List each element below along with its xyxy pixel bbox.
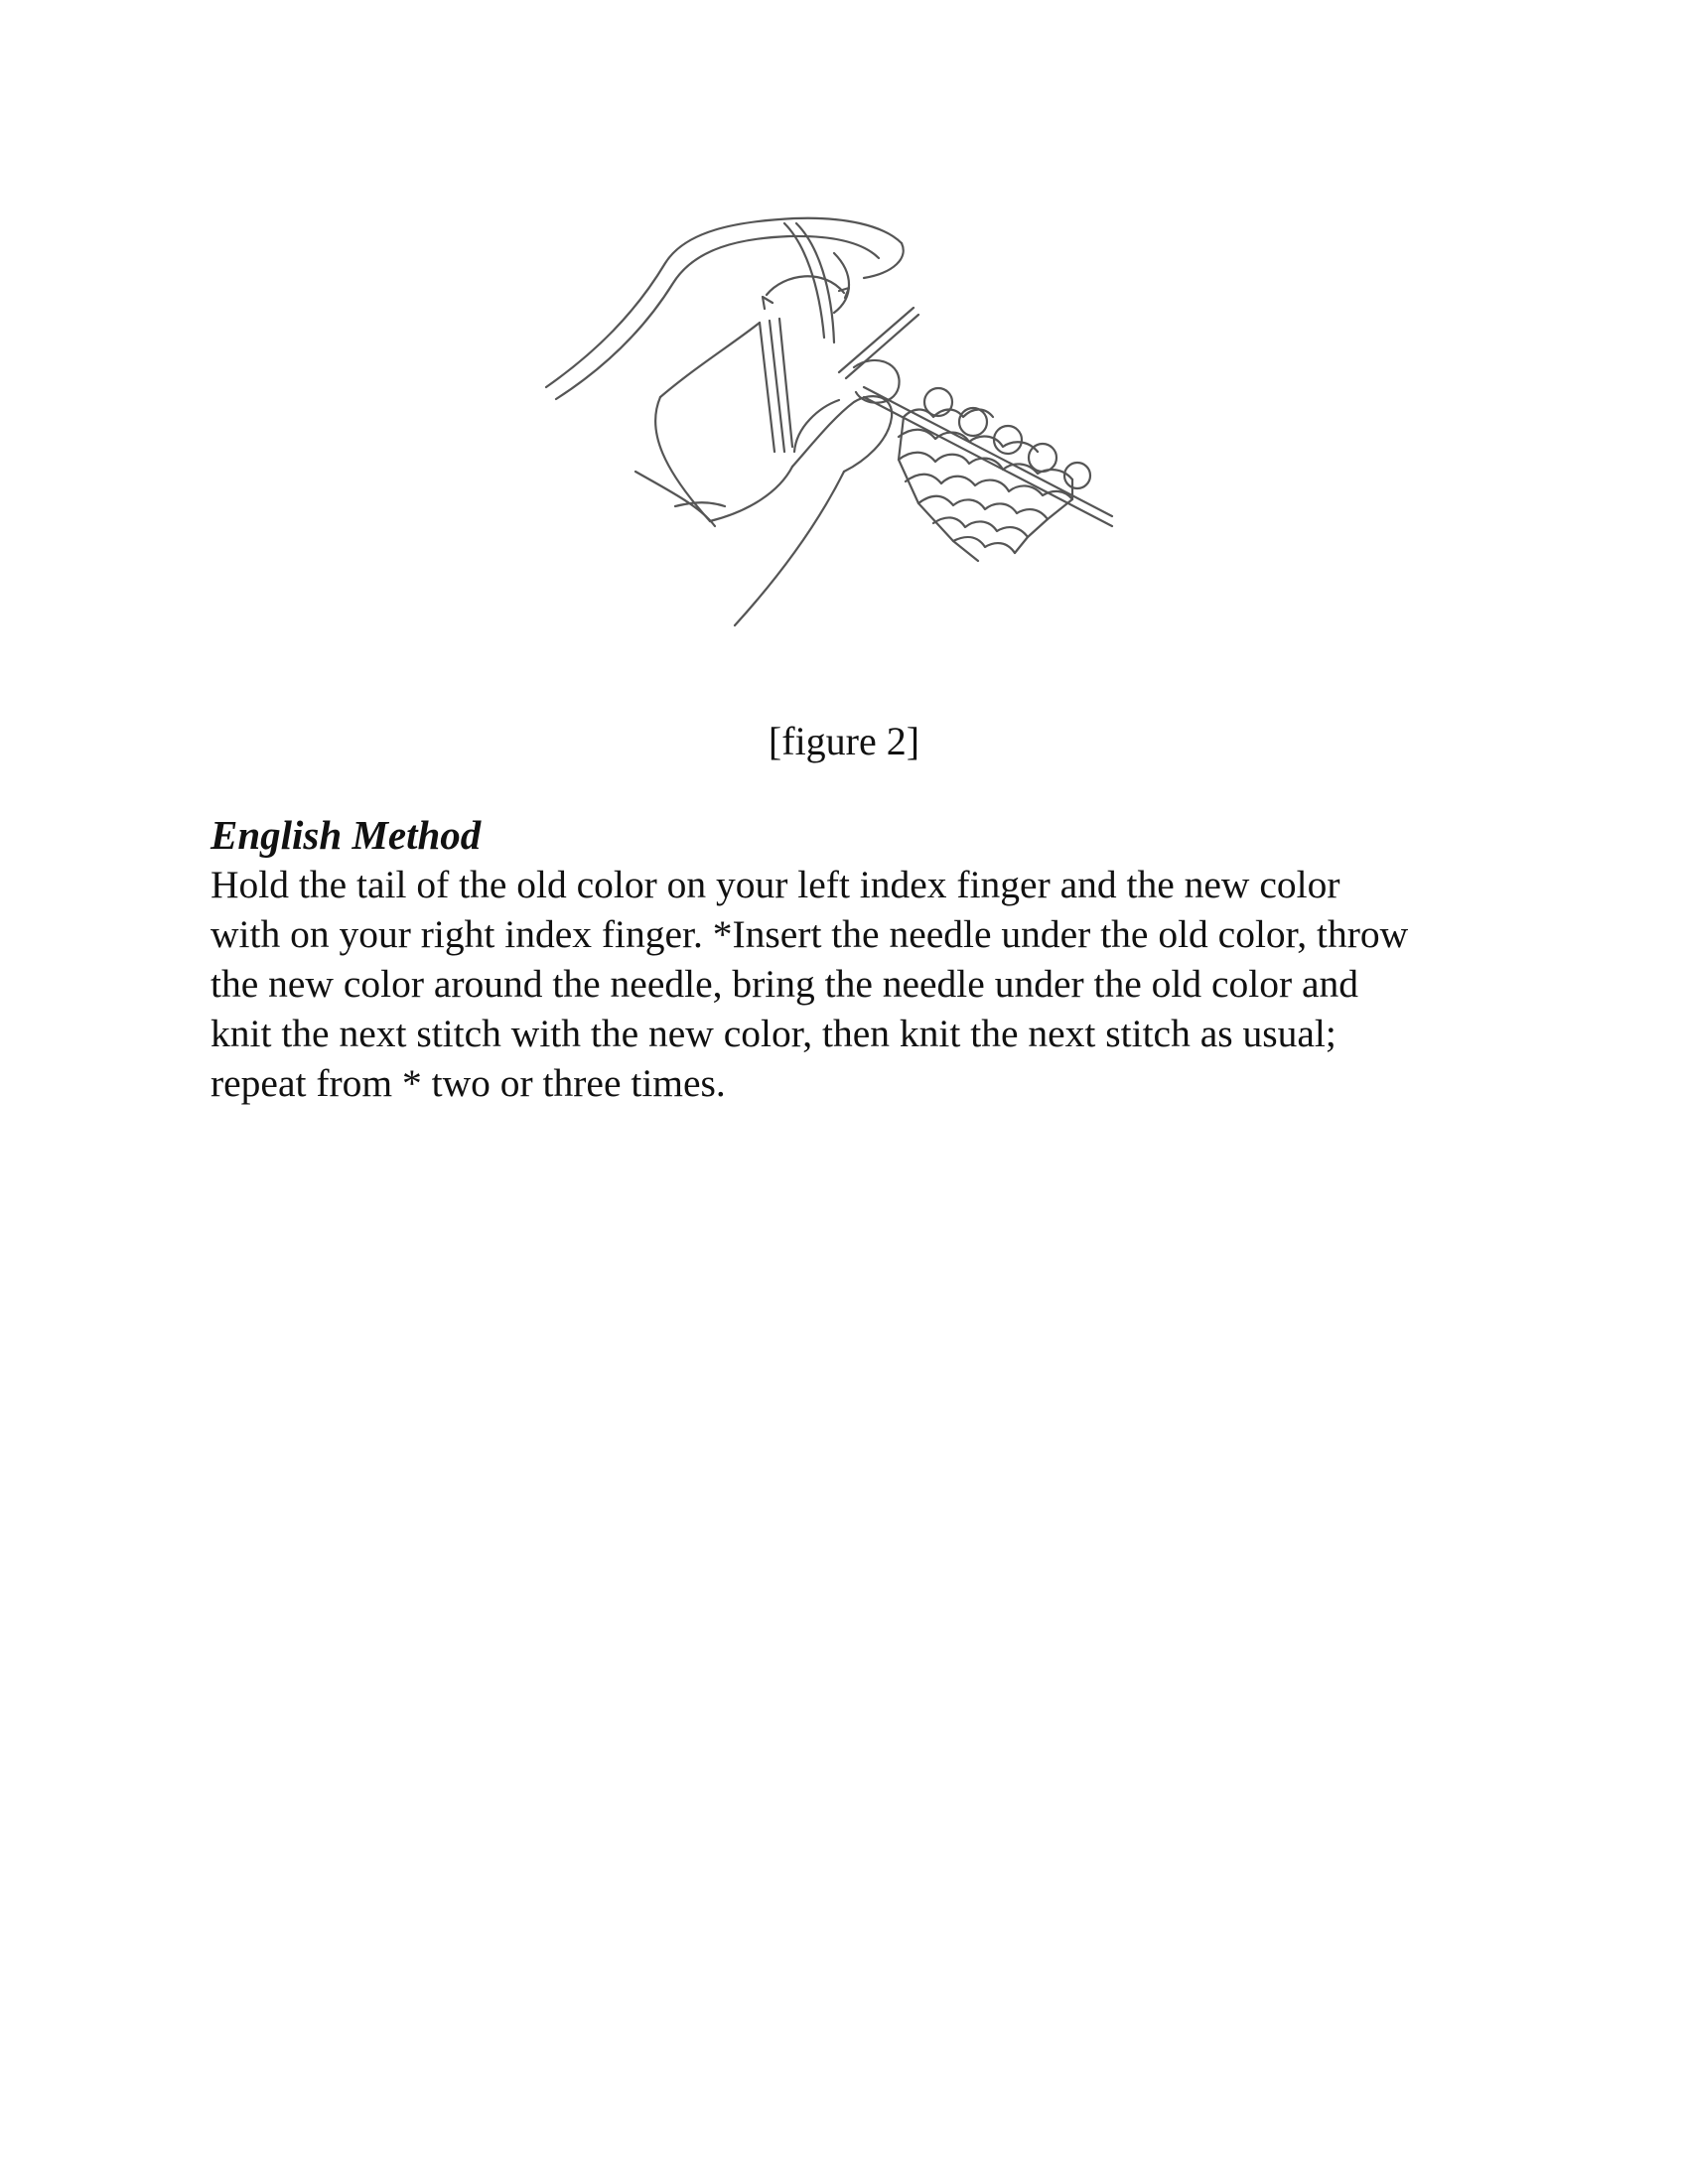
- knitting-figure: [536, 204, 1132, 640]
- english-method-section: [211, 810, 1501, 1108]
- knitting-hand-illustration: [536, 204, 1132, 640]
- section-body-text: Hold the tail of the old color on your left index finger and the new color with on your right index finger. *Insert the needle under the old color, throw the new color around the needle, bring the needle under the old color and knit the next stitch with the new color, then knit the next stitch as usual; repeat from * two or three times.: [211, 863, 1409, 1105]
- section-heading: English Method: [211, 812, 482, 858]
- figure-caption: [figure 2]: [768, 719, 920, 763]
